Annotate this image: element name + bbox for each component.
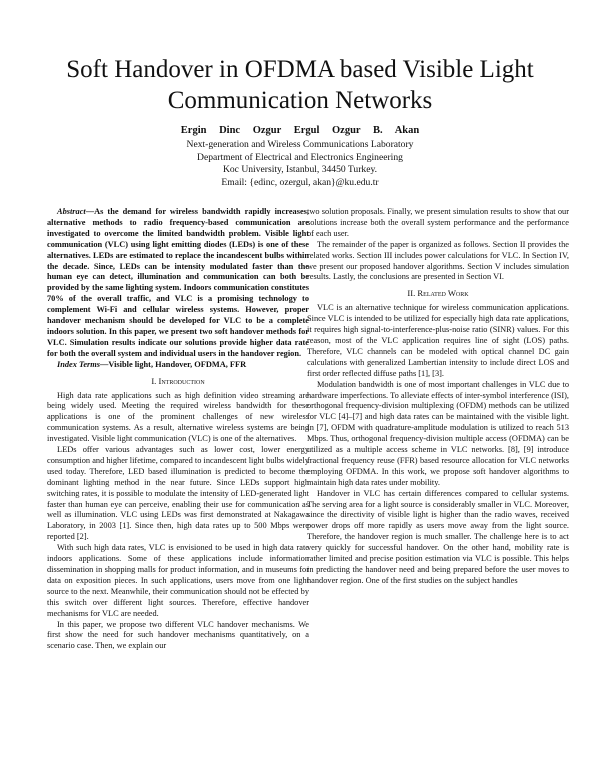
related-paragraph: Modulation bandwidth is one of most important challenges in VLC due to hardware imperfections. To alleviate effects of inter-symbol interference (ISI), orthogonal frequency-division multiplexing (OFDM) methods can be utilized for VLC [4]–[7] and high data rates can be maintained with the visible light. In [7], OFDM with quadrature-amplitude modulation is utilized to reach 513 Mbps. Thus, orthogonal frequency-division multiple access (OFDMA) can be utilized as a multiple access scheme in VLC networks. [8], [9] introduce fractional frequency reuse (FFR) based resource allocation for VLC networks employing OFDMA. In this work, we propose soft handover algorithms to maintain high data rates under mobility. — [307, 379, 569, 487]
affiliation-lab: Next-generation and Wireless Communications Laboratory — [186, 139, 414, 150]
section-heading-related-work: II. Related Work — [407, 288, 469, 299]
index-terms-label: Index Terms — [57, 359, 101, 369]
related-paragraph: Handover in VLC has certain differences compared to cellular systems. The serving area for a light source is considerably smaller in VLC. Moreover, since the directivity of visible light is higher than the radio waves, received power drops off more rapidly as users move away from the light source. Therefore, the handover region is much smaller. The challenge here is to act very quickly for successful handover. On the other hand, mobility rate is rather limited and precise position estimation via VLC is possible. This helps in predicting the handover need and being prepared before the user moves to handover region. One of the first studies on the subject handles — [307, 488, 569, 585]
index-terms — [47, 360, 309, 371]
right-column — [307, 207, 569, 587]
intro-paragraph-continued: two solution proposals. Finally, we present simulation results to show that our solutions increase both the overall system performance and the performance of each user. — [307, 207, 569, 238]
paper-title: Soft Handover in OFDMA based Visible Light Communication Networks — [66, 56, 534, 114]
related-paragraph: VLC is an alternative technique for wireless communication applications. Since VLC is intended to be utilized for especially high data rate applications, it requires high signal-to-interference-plus-noise ratio (SINR) values. For this reason, most of the VLC application requires line of sight (LOS) paths. Therefore, VLC channels can be modeled with optical channel DC gain calculations with generalized Lambertian intensity to include direct LOS and first order reflected diffuse paths [1], [3]. — [307, 303, 569, 378]
author-list: Ergin Dinc Ozgur Ergul Ozgur B. Akan — [180, 125, 420, 136]
abstract-text: —As the demand for wireless bandwidth rapidly increases, alternative methods to radio frequency-based communication are investigated to overcome the limited bandwidth problem. Visible light communication (VLC) using light emitting diodes (LEDs) is one of these alternatives. LEDs are estimated to replace the incandescent bulbs within the decade. Since, LEDs can be intensity modulated faster than the human eye can detect, illumination and communication can both be provided by the same lighting system. Indoors communication constitutes 70% of the overall traffic, and VLC is a promising technology to complement Wi-Fi and cellular wireless systems. However, proper handover mechanism should be developed for VLC to be a complete indoors solution. In this paper, we present two soft handover methods for VLC. Simulation results indicate our solutions provide higher data rate for both the overall system and individual users in the handover region. — [47, 207, 309, 358]
affiliation-block — [100, 139, 500, 190]
affiliation-email: Email: {edinc, ozergul, akan}@ku.edu.tr — [221, 177, 379, 189]
index-terms-text: —Visible light, Handover, OFDMA, FFR — [100, 359, 247, 369]
affiliation-department: Department of Electrical and Electronics Engineering — [197, 151, 403, 163]
abstract — [47, 207, 309, 360]
outline-paragraph: The remainder of the paper is organized as follows. Section II provides the related works. Section III includes power calculations for VLC. In Section IV, we present our proposed handover algorithms. Section V includes simulation results. Lastly, the conclusions are presented in Section VI. — [307, 239, 569, 282]
left-column — [47, 207, 309, 652]
intro-paragraph: LEDs offer various advantages such as lower cost, lower energy consumption and higher lifetime, compared to incandescent light bulbs widely used today. Therefore, LED based illumination is predicted to become the dominant lighting method in the near future. Since LEDs support high switching rates, it is possible to modulate the intensity of LED-generated light faster than human eye can perceive, enabling their use for communication as well as illumination. VLC using LEDs was first demonstrated at Nakagawa Laboratory, in 2003 [1]. Since then, high data rates up to 500 Mbps were reported [2]. — [47, 445, 309, 542]
abstract-label: Abstract — [57, 207, 86, 216]
section-heading-introduction: I. Introduction — [151, 375, 205, 386]
intro-paragraph: In this paper, we propose two different VLC handover mechanisms. We first show the need for such handover mechanisms quantitatively, on a scenario case. Then, we explain our — [47, 619, 309, 651]
affiliation-address: Koc University, Istanbul, 34450 Turkey. — [222, 164, 378, 176]
intro-paragraph: High data rate applications such as high definition video streaming are being widely used. Meeting the required wireless bandwidth for these applications is one of the prominent challenges of new wireless communication systems. As a result, alternative wireless systems are being investigated. Visible light communication (VLC) is one of the alternatives. — [47, 390, 309, 444]
intro-paragraph: With such high data rates, VLC is envisioned to be used in high data rate indoors applications. Some of these applications include information dissemination in shopping malls for product information, and in museums for data on exposition pieces. In such applications, users move from one light source to the next. Meanwhile, their communication should not be effected by this switch over different light sources. Therefore, effective handover mechanisms for VLC are needed. — [47, 543, 309, 618]
